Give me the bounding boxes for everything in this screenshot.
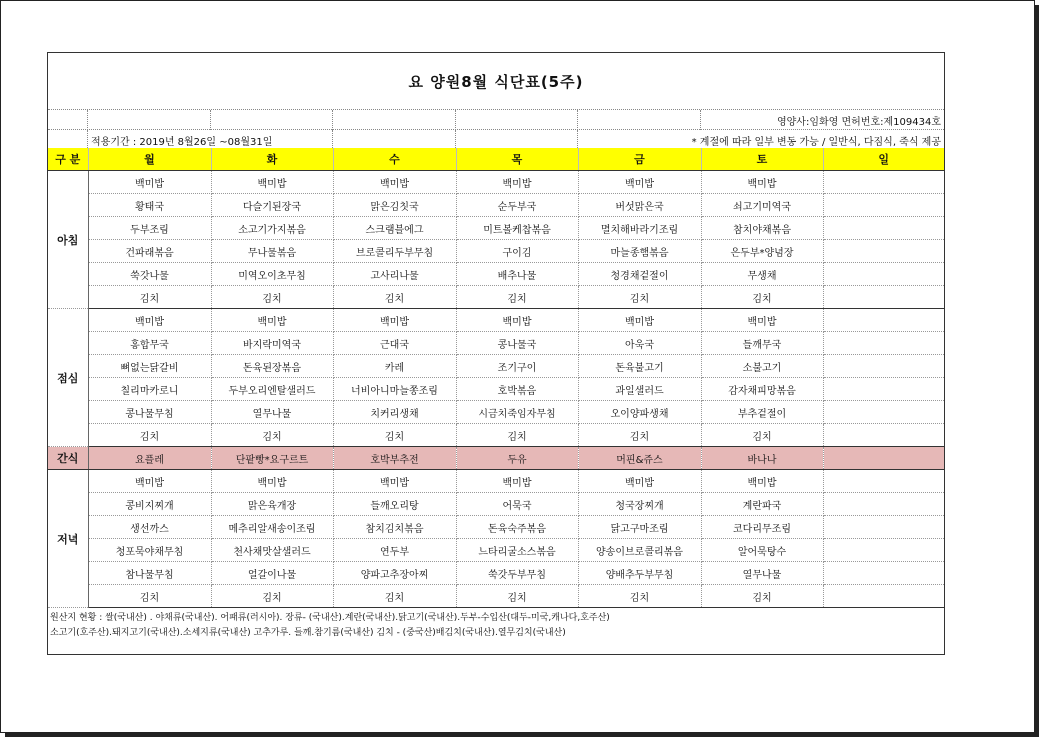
origin-info: [48, 611, 946, 641]
menu-cell: [823, 516, 944, 539]
menu-cell: 김치: [88, 424, 211, 447]
menu-cell: [823, 539, 944, 562]
menu-cell: 계란파국: [701, 493, 823, 516]
menu-cell: 고사리나물: [333, 263, 456, 286]
menu-cell: 소고기가지볶음: [211, 217, 333, 240]
menu-cell: [823, 332, 944, 355]
menu-cell: 배추나물: [456, 263, 578, 286]
menu-cell: 스크램블에그: [333, 217, 456, 240]
menu-cell: [823, 171, 944, 194]
menu-cell: 단팥빵*요구르트: [211, 447, 333, 470]
menu-cell: 브로콜리두부무침: [333, 240, 456, 263]
menu-cell: 백미밥: [211, 309, 333, 332]
menu-row: [48, 309, 944, 332]
menu-cell: 호박볶음: [456, 378, 578, 401]
menu-cell: [823, 240, 944, 263]
menu-cell: 부추겉절이: [701, 401, 823, 424]
header-row: [48, 148, 944, 171]
menu-cell: 콩비지찌개: [88, 493, 211, 516]
menu-cell: 돈육된장볶음: [211, 355, 333, 378]
menu-cell: 알어묵탕수: [701, 539, 823, 562]
menu-row: [48, 240, 944, 263]
menu-cell: 김치: [701, 286, 823, 309]
menu-cell: 미트볼케찹볶음: [456, 217, 578, 240]
menu-cell: 은두부*양념장: [701, 240, 823, 263]
menu-cell: 김치: [88, 286, 211, 309]
menu-cell: 머핀&쥬스: [578, 447, 701, 470]
menu-cell: 바나나: [701, 447, 823, 470]
menu-cell: 백미밥: [333, 171, 456, 194]
menu-cell: 돈육불고기: [578, 355, 701, 378]
menu-cell: 황태국: [88, 194, 211, 217]
menu-cell: 조기구이: [456, 355, 578, 378]
menu-cell: 순두부국: [456, 194, 578, 217]
menu-cell: 김치: [333, 585, 456, 608]
meal-label: 간식: [48, 447, 88, 470]
menu-cell: 닭고구마조림: [578, 516, 701, 539]
menu-cell: 백미밥: [701, 309, 823, 332]
menu-cell: 소불고기: [701, 355, 823, 378]
menu-cell: [823, 562, 944, 585]
menu-cell: 양파고추장아찌: [333, 562, 456, 585]
menu-cell: 마늘종햄볶음: [578, 240, 701, 263]
menu-cell: 백미밥: [333, 470, 456, 493]
menu-cell: 미역오이초무침: [211, 263, 333, 286]
menu-cell: 얼갈이나물: [211, 562, 333, 585]
menu-cell: 백미밥: [333, 309, 456, 332]
menu-cell: [823, 493, 944, 516]
menu-cell: 김치: [333, 286, 456, 309]
menu-cell: 백미밥: [211, 470, 333, 493]
menu-cell: 바지락미역국: [211, 332, 333, 355]
menu-cell: 청국장찌개: [578, 493, 701, 516]
menu-cell: 치커리생채: [333, 401, 456, 424]
menu-cell: 두부조림: [88, 217, 211, 240]
day-header: 목: [456, 148, 578, 171]
menu-cell: 돈육숙주볶음: [456, 516, 578, 539]
origin-line: 원산지 현황 : 쌀(국내산) . 야채류(국내산). 어패류(러시아). 장류- (국내산).계란(국내산).닭고기(국내산).두부-수입산(대두-미국,캐나다,호주산): [50, 613, 610, 623]
menu-row: [48, 378, 944, 401]
menu-cell: 열무나물: [701, 562, 823, 585]
menu-cell: 김치: [333, 424, 456, 447]
page-shadow: [1035, 5, 1039, 735]
nutritionist-info: 영양사:임화영 면허번호:제109434호: [776, 116, 941, 128]
page-shadow: [5, 733, 1039, 737]
menu-cell: [823, 424, 944, 447]
menu-cell: 오이양파생채: [578, 401, 701, 424]
menu-cell: 김치: [456, 585, 578, 608]
menu-cell: 청경채겉절이: [578, 263, 701, 286]
menu-cell: 참치야채볶음: [701, 217, 823, 240]
menu-cell: [823, 217, 944, 240]
info-row-nutritionist: [48, 109, 944, 130]
menu-cell: 김치: [211, 424, 333, 447]
menu-cell: 김치: [456, 424, 578, 447]
menu-cell: 열무나물: [211, 401, 333, 424]
menu-cell: [823, 447, 944, 470]
menu-cell: 양배추두부무침: [578, 562, 701, 585]
meal-plan-sheet: [47, 52, 945, 655]
menu-cell: 건파래볶음: [88, 240, 211, 263]
apply-period: 적용기간 : 2019년 8월26일 ~08월31일: [88, 130, 333, 150]
menu-cell: 맑은김칫국: [333, 194, 456, 217]
menu-cell: [823, 286, 944, 309]
menu-row: [48, 424, 944, 447]
menu-cell: 백미밥: [456, 470, 578, 493]
menu-cell: [823, 585, 944, 608]
menu-cell: 너비아니마늘쫑조림: [333, 378, 456, 401]
menu-cell: [823, 263, 944, 286]
menu-cell: 김치: [211, 286, 333, 309]
menu-cell: 두부오리엔탈샐러드: [211, 378, 333, 401]
menu-row: [48, 263, 944, 286]
menu-cell: 참나물무침: [88, 562, 211, 585]
menu-cell: 호박부추전: [333, 447, 456, 470]
menu-cell: 천사채맛살샐러드: [211, 539, 333, 562]
menu-row: [48, 401, 944, 424]
category-header: 구 분: [48, 148, 88, 171]
menu-cell: 백미밥: [88, 171, 211, 194]
menu-row: [48, 470, 944, 493]
menu-row: [48, 194, 944, 217]
menu-cell: 김치: [456, 286, 578, 309]
menu-cell: [823, 194, 944, 217]
menu-row: [48, 539, 944, 562]
menu-cell: 칠리마카로니: [88, 378, 211, 401]
menu-cell: [823, 309, 944, 332]
origin-line: 소고기(호주산).돼지고기(국내산).소세지류(국내산) 고추가루. 들깨.참기름(국내산) 김치 - (중국산)배김치(국내산).열무김치(국내산): [50, 628, 566, 638]
menu-cell: 들깨무국: [701, 332, 823, 355]
menu-row: [48, 332, 944, 355]
menu-cell: 뼈없는닭갈비: [88, 355, 211, 378]
menu-row: [48, 562, 944, 585]
menu-cell: 참치김치볶음: [333, 516, 456, 539]
menu-row: [48, 217, 944, 240]
day-header: 토: [701, 148, 823, 171]
day-header: 수: [333, 148, 456, 171]
menu-cell: 쑥갓나물: [88, 263, 211, 286]
menu-cell: 느타리굴소스볶음: [456, 539, 578, 562]
menu-cell: 백미밥: [578, 171, 701, 194]
menu-cell: 백미밥: [88, 470, 211, 493]
menu-table: [48, 148, 944, 608]
menu-cell: 구이김: [456, 240, 578, 263]
menu-cell: 김치: [578, 286, 701, 309]
menu-row: [48, 447, 944, 470]
menu-cell: 콩나물국: [456, 332, 578, 355]
meal-label: 아침: [48, 171, 88, 309]
menu-cell: 아욱국: [578, 332, 701, 355]
menu-cell: 백미밥: [456, 309, 578, 332]
menu-cell: 백미밥: [578, 309, 701, 332]
menu-cell: 청포묵야채무침: [88, 539, 211, 562]
day-header: 일: [823, 148, 944, 171]
menu-cell: 콩나물무침: [88, 401, 211, 424]
menu-cell: [823, 355, 944, 378]
menu-cell: [823, 470, 944, 493]
menu-cell: 홍합무국: [88, 332, 211, 355]
menu-cell: 백미밥: [211, 171, 333, 194]
menu-cell: 백미밥: [88, 309, 211, 332]
day-header: 화: [211, 148, 333, 171]
menu-cell: 쑥갓두부무침: [456, 562, 578, 585]
menu-cell: 김치: [701, 424, 823, 447]
menu-cell: 시금치죽임자무침: [456, 401, 578, 424]
season-note: * 계절에 따라 일부 변동 가능 / 일반식, 다짐식, 죽식 제공: [691, 136, 941, 148]
menu-cell: 멸치해바라기조림: [578, 217, 701, 240]
menu-cell: 근대국: [333, 332, 456, 355]
menu-cell: [823, 401, 944, 424]
menu-row: [48, 493, 944, 516]
menu-cell: 연두부: [333, 539, 456, 562]
menu-cell: 감자채피망볶음: [701, 378, 823, 401]
menu-row: [48, 585, 944, 608]
menu-cell: 김치: [211, 585, 333, 608]
menu-cell: 다슬기된장국: [211, 194, 333, 217]
day-header: 월: [88, 148, 211, 171]
meal-label: 저녁: [48, 470, 88, 608]
info-row-period: [48, 129, 944, 150]
menu-cell: 과일샐러드: [578, 378, 701, 401]
menu-cell: 무나물볶음: [211, 240, 333, 263]
menu-row: [48, 171, 944, 194]
menu-cell: 백미밥: [701, 470, 823, 493]
menu-cell: 백미밥: [456, 171, 578, 194]
menu-row: [48, 516, 944, 539]
menu-cell: 코다리무조림: [701, 516, 823, 539]
menu-cell: [823, 378, 944, 401]
menu-cell: 김치: [578, 585, 701, 608]
meal-label: 점심: [48, 309, 88, 447]
menu-cell: 버섯맑은국: [578, 194, 701, 217]
menu-cell: 김치: [701, 585, 823, 608]
menu-cell: 들깨오리탕: [333, 493, 456, 516]
page-title: 요 양원8월 식단표(5주): [408, 72, 584, 91]
menu-cell: 쇠고기미역국: [701, 194, 823, 217]
menu-cell: 카레: [333, 355, 456, 378]
menu-cell: 김치: [578, 424, 701, 447]
menu-row: [48, 286, 944, 309]
menu-cell: 무생채: [701, 263, 823, 286]
menu-cell: 김치: [88, 585, 211, 608]
day-header: 금: [578, 148, 701, 171]
menu-row: [48, 355, 944, 378]
menu-cell: 어묵국: [456, 493, 578, 516]
menu-cell: 맑은육개장: [211, 493, 333, 516]
menu-cell: 양송이브로콜리볶음: [578, 539, 701, 562]
menu-cell: 메추리알새송이조림: [211, 516, 333, 539]
menu-cell: 백미밥: [578, 470, 701, 493]
menu-cell: 백미밥: [701, 171, 823, 194]
menu-cell: 요플레: [88, 447, 211, 470]
menu-cell: 두유: [456, 447, 578, 470]
menu-cell: 생선까스: [88, 516, 211, 539]
